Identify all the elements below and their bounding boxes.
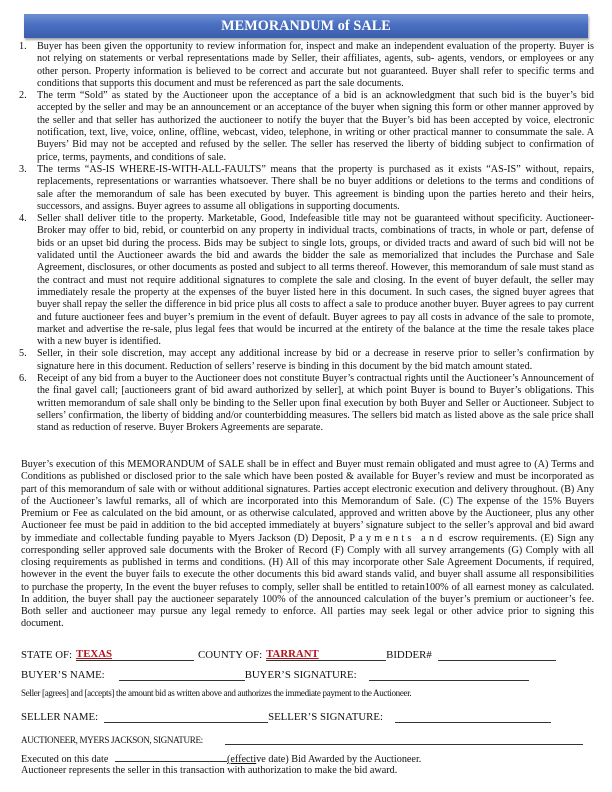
buyer-name-label: BUYER’S NAME: — [21, 669, 105, 681]
auctioneer-row — [21, 732, 591, 745]
buyer-signature-label: BUYER’S SIGNATURE: — [244, 669, 357, 681]
seller-statement-text: Seller [agrees] and [accepts] the amount bid as written above and authorizes the immediate payment to the Auctioneer. — [21, 688, 412, 698]
state-label: STATE OF: — [21, 649, 73, 661]
effective-underlined: (effecti — [226, 754, 257, 765]
execution-paragraph — [21, 459, 594, 631]
clause-number: 5. — [19, 348, 27, 360]
clauses-list — [19, 41, 594, 435]
effective-rest: ve date) Bid Awarded by the Auctioneer. — [256, 754, 422, 765]
auctioneer-signature-label: AUCTIONEER, MYERS JACKSON, SIGNATURE: — [21, 735, 203, 745]
execution-text-spaced: Payments and — [349, 532, 446, 544]
state-value: TEXAS — [76, 648, 113, 660]
clause-text: Seller shall deliver title to the property. Marketable, Good, Indefeasible title may not be guaranteed without specificity. Auctioneer-Broker may offer to bid, rebid, or counterbid on any property in individual tracts, combinations of tracts, in whole or part, defense of bids or an upset bid during the process. Bids may be subject to single lots, groups, or divided tracts and award of such bid will not be validated until the Auctioneer awards the bid and awards the bidder the sale as memorialized that includes the Purchase and Sale Agreement, disclosures, or other documents as posted and subject to all terms thereof. However, this memorandum of sale must stand as the contract and must not require additional signatures to complete the sale and closing. In the event of buyer default, the seller may immediately resale the property at the expenses of the buyer listed here in this document. In such cases, the signed buyer agrees that buyer shall repay the seller the difference in bid price plus all costs to affect a sale to produce another buyer. Buyer agrees to pay current and future auctioneer fees and buyer’s premium in the event of default. Buyer agrees to pay all costs in advance of the sale to promote, market and advertise the re-sale, plus legal fees that would be incurred at the entirety of the balance at the time the resale takes place with a new buyer is identified. — [37, 213, 594, 348]
clause-number: 2. — [19, 90, 27, 102]
buyer-row — [21, 668, 591, 681]
clause-2 — [19, 90, 594, 164]
auctioneer-note-text: Auctioneer represents the seller in this transaction with authorization to make the bid award. — [21, 765, 398, 776]
executed-line — [21, 751, 421, 765]
clause-number: 3. — [19, 163, 27, 175]
clause-text: The term “Sold” as stated by the Auctioneer upon the acceptance of a bid is an acknowledgment that such bid is the buyer’s bid accepted by the seller and may be an announcement or an acceptance of the buyer when signing this form or other manner approved by the seller and that seller has authorized the auctioneer to notify the buyer that the Buyer’s bid has been accepted by voice, electronic notification, text, live, voice, online, offline, webcast, video, telephone, in writing or other practical manner to consummate the sale. A Buyers’ Bid may not be accepted and refused by the seller. The seller has reserved the liberty of bidding subject to confirmation of price, terms, payments, and conditions of sale. — [37, 90, 594, 163]
county-label: COUNTY OF: — [198, 649, 263, 661]
execution-text-part1: Buyer’s execution of this MEMORANDUM of SALE shall be in effect and Buyer must remain obligated and must agree to (A) Terms and Conditions as published or disclosed prior to the sale which have been posted & available for Buyer’s review and must be incorporated as part of this memorandum of sale with or without additional signatures. Parties accept electronic execution and delivery throughout. (B) Any of the Auctioneer’s lawful remarks, all of which are incorporated into this Memorandum of Sale. (C) The expense of the 15% Buyers Premium or Fee as calculated on the bid amount, or as otherwise calculated, approved and written above by the Auctioneer, plus any other Auctioneer fee must be paid in addition to the bid accepted immediately at buyers’ signature subject to the seller’s approval and bid award by immediate and collectable funding payable to Myers Jackson (D) Deposit, — [21, 459, 594, 544]
clause-number: 4. — [19, 213, 27, 225]
clause-number: 6. — [19, 373, 27, 385]
location-row — [21, 648, 591, 661]
clause-4 — [19, 213, 594, 348]
clause-text: Receipt of any bid from a buyer to the Auctioneer does not constitute Buyer’s contractual rights until the Auctioneer’s Announcement of the final gavel call; [auctioneers grant of bid award authorized by seller], at which point Buyer is bound to Buyer’s obligations. This written memorandum of sale shall only be binding to the Seller upon final execution by both Buyer and Seller or Auctioneer. Subject to sellers’ confirmation, the liberty of bidding and/or counterbidding measures. The sellers bid match as listed above as the sale price shall stand as reduction of reserve. Buyer Brokers Agreements are separate. — [37, 373, 594, 434]
clause-text: The terms “AS-IS WHERE-IS-WITH-ALL-FAULTS” means that the property is purchased as it exists “AS-IS” without, repairs, replacements, representations or warranties whatsoever. There shall be no buyer additions or deletions to the terms and conditions of sale after the memorandum of sale has been executed by buyer. This agreement is binding upon the parties hereto and their heirs, successors, and assigns. Buyer agrees to assume all obligations in supporting documents. — [37, 163, 594, 212]
buyer-signature-field[interactable] — [369, 668, 529, 681]
bidder-field[interactable] — [438, 648, 556, 661]
document-title: MEMORANDUM of SALE — [221, 17, 391, 34]
title-banner — [24, 14, 588, 38]
buyer-name-field[interactable] — [119, 668, 245, 681]
executed-prefix: Executed on this date — [21, 754, 109, 765]
execution-text-part2: escrow requirements. (E) Sign any corresponding seller approved sale documents with the Broker of Record (F) Comply with all survey arrangements (G) Comply with all closing requirements as published in terms and conditions. (H) All of this may incorporate other Sale Agreement Documents, if required, however in the event the buyer fails to execute the other documents this bid award stands valid, and buyer shall assume all responsibilities to purchase the property, In the event the buyer refuses to comply, seller shall be entitled to retain100% of all earnest money as calculated. In addition, the buyer shall pay the auctioneer separately 100% of the announced calculation of the buyer’s premium or auctioneer’s fee. Both seller and auctioneer may pursue any legal remedy to enforce. All parties may seek legal or other advice prior to signing this document. — [21, 532, 594, 630]
bidder-label: BIDDER# — [386, 649, 432, 661]
auctioneer-note — [21, 765, 397, 776]
seller-statement — [21, 688, 591, 698]
seller-signature-field[interactable] — [395, 710, 551, 723]
county-value: TARRANT — [266, 648, 319, 660]
clause-6 — [19, 373, 594, 434]
clause-text: Buyer has been given the opportunity to review information for, inspect and make an independent evaluation of the property. Buyer is not relying on statements or verbal representations made by Seller, their affiliates, agents, sub- agents, vendors, or employees or any other person. Property information is believed to be correct and accurate but not guaranteed. Buyer shall refer to specific terms and conditions that supports this document and must be referenced as part the sale documents. — [37, 41, 594, 89]
clause-5 — [19, 348, 594, 373]
clause-1 — [19, 41, 594, 90]
state-field[interactable] — [76, 648, 194, 661]
seller-name-label: SELLER NAME: — [21, 711, 99, 723]
clause-text: Seller, in their sole discretion, may accept any additional increase by bid or a decrease in reserve prior to seller’s confirmation by signature here in this document. Reduction of sellers’ reserve is binding in this document by the bid match amount stated. — [37, 348, 594, 372]
clause-3 — [19, 164, 594, 213]
auctioneer-signature-field[interactable] — [225, 732, 583, 745]
clause-number: 1. — [19, 41, 27, 52]
seller-row — [21, 710, 591, 723]
county-field[interactable] — [266, 648, 386, 661]
executed-date-field[interactable] — [115, 751, 227, 762]
seller-name-field[interactable] — [104, 710, 268, 723]
seller-signature-label: SELLER’S SIGNATURE: — [268, 711, 383, 723]
